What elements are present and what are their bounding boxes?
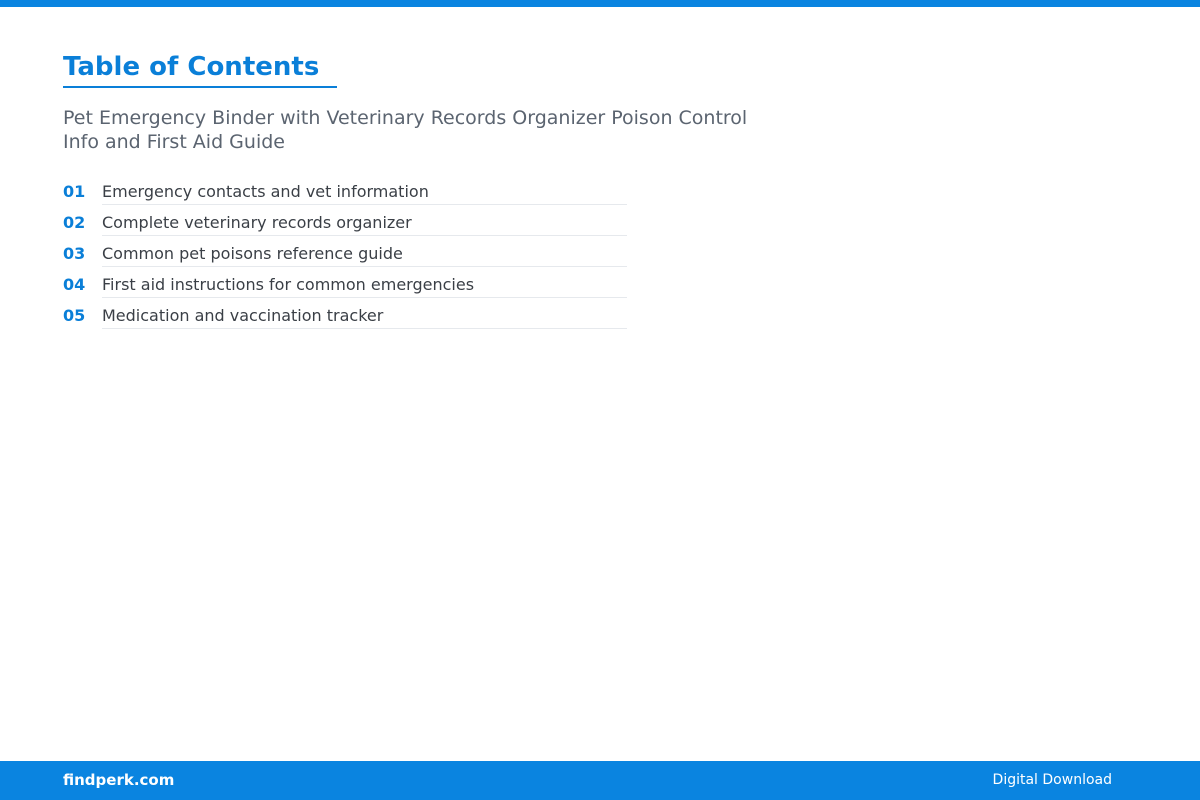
toc-item <box>63 236 627 267</box>
footer-bar <box>0 761 1200 800</box>
toc-item-number: 01 <box>63 182 86 201</box>
toc-item-text: Common pet poisons reference guide <box>102 244 627 267</box>
page-subtitle: Pet Emergency Binder with Veterinary Records Organizer Poison Control Info and First Aid Guide <box>63 107 748 153</box>
toc-item-text: First aid instructions for common emergencies <box>102 275 627 298</box>
toc-item <box>63 298 627 329</box>
footer-brand: findperk.com <box>63 771 175 789</box>
toc-item-number: 05 <box>63 306 86 325</box>
toc-item <box>63 267 627 298</box>
toc-item-text: Emergency contacts and vet information <box>102 182 627 205</box>
page-title: Table of Contents <box>63 50 337 88</box>
toc-item <box>63 205 627 236</box>
toc-item-number: 04 <box>63 275 86 294</box>
toc-item <box>63 174 627 205</box>
toc-item-text: Medication and vaccination tracker <box>102 306 627 329</box>
document-content <box>63 50 783 329</box>
table-of-contents-list <box>63 174 627 329</box>
toc-item-number: 02 <box>63 213 86 232</box>
top-accent-bar <box>0 0 1200 7</box>
toc-item-text: Complete veterinary records organizer <box>102 213 627 236</box>
toc-item-number: 03 <box>63 244 86 263</box>
footer-tag: Digital Download <box>992 772 1112 788</box>
